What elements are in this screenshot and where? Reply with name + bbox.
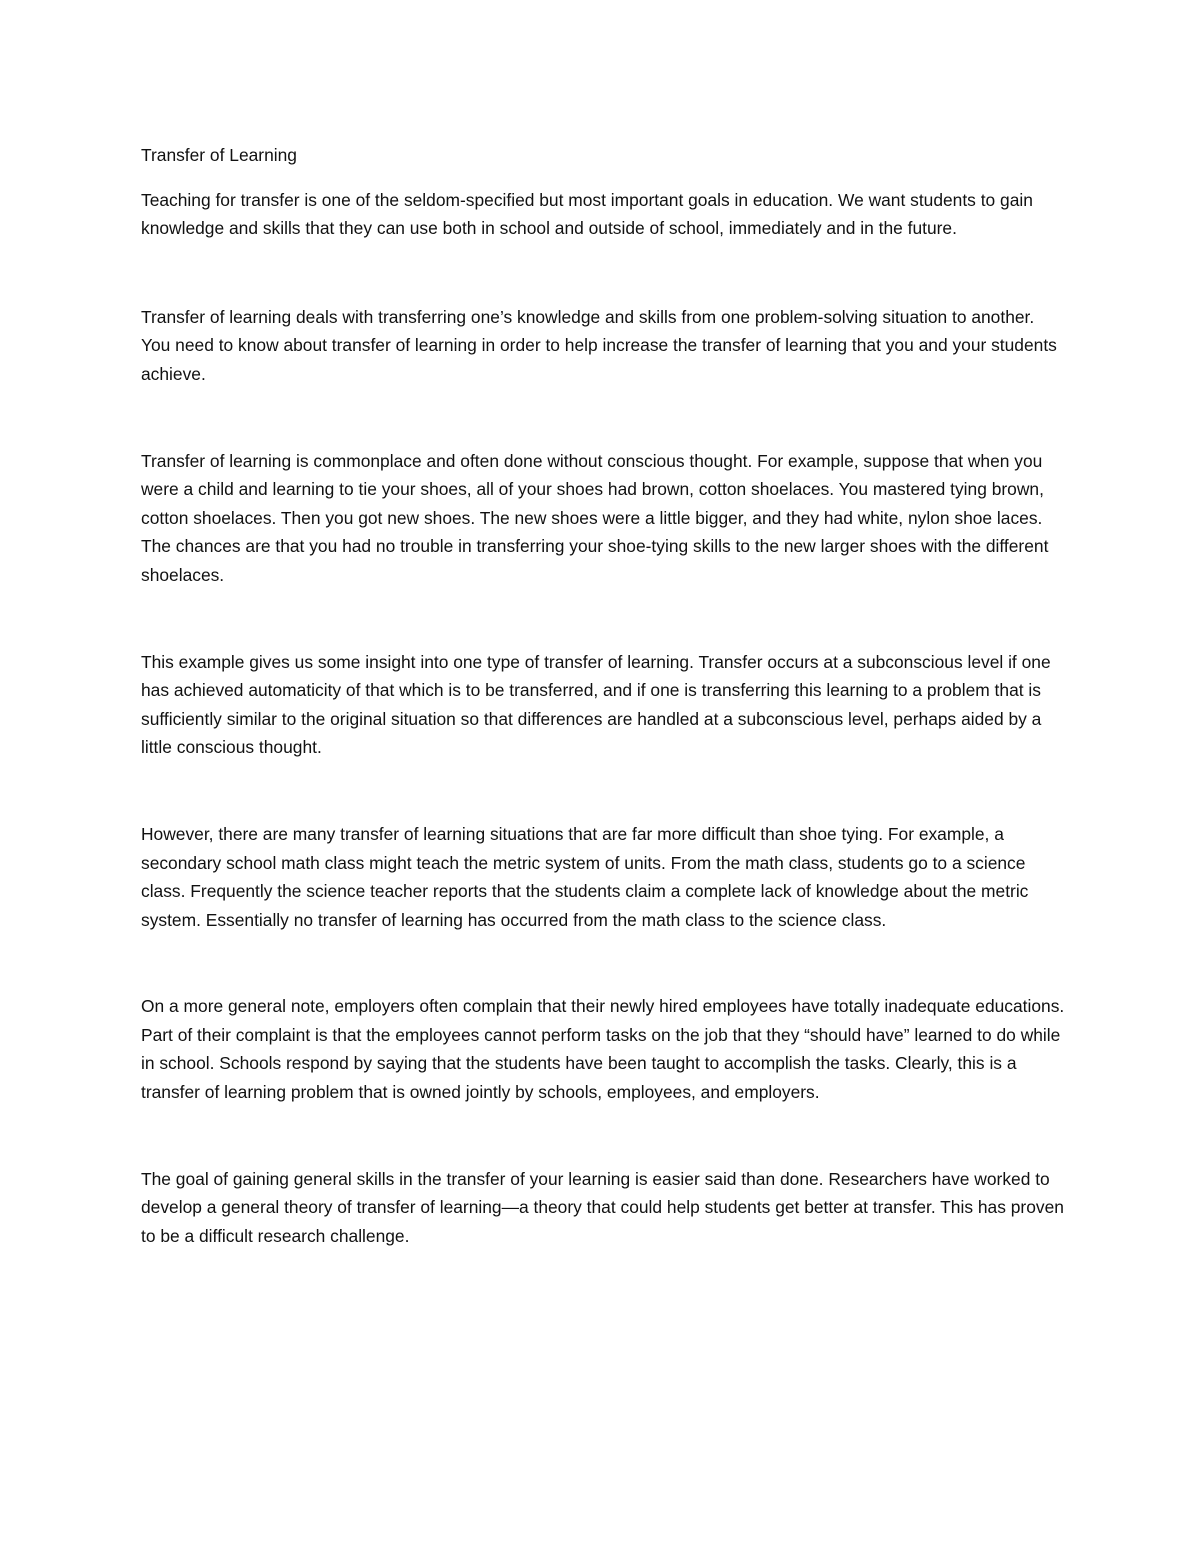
paragraph-2: Transfer of learning deals with transferring one’s knowledge and skills from one problem-solving situation to another. You need to know about transfer of learning in order to help increase the transfer of learning that you and your students achieve. [141, 306, 1057, 384]
document-body [141, 141, 1066, 1308]
paragraph-1: Teaching for transfer is one of the seldom-specified but most important goals in education. We want students to gain knowledge and skills that they can use both in school and outside of school, immediately and in the future. [141, 189, 1033, 239]
paragraph-7: The goal of gaining general skills in the transfer of your learning is easier said than done. Researchers have worked to develop a general theory of transfer of learning—a theory that could help students get better at transfer. This has proven to be a difficult research challenge. [141, 1168, 1064, 1246]
paragraph-3: Transfer of learning is commonplace and often done without conscious thought. For example, suppose that when you were a child and learning to tie your shoes, all of your shoes had brown, cotton shoelaces. You mastered tying brown, cotton shoelaces. Then you got new shoes. The new shoes were a little bigger, and they had white, nylon shoe laces. The chances are that you had no trouble in transferring your shoe-tying skills to the new larger shoes with the different shoelaces. [141, 450, 1049, 585]
paragraph-6: On a more general note, employers often complain that their newly hired employees have totally inadequate educations. Part of their complaint is that the employees cannot perform tasks on the job that they “should have” learned to do while in school. Schools respond by saying that the students have been taught to accomplish the tasks. Clearly, this is a transfer of learning problem that is owned jointly by schools, employees, and employers. [141, 996, 1065, 1103]
document-title: Transfer of Learning [141, 145, 297, 165]
paragraph-5: However, there are many transfer of learning situations that are far more difficult than shoe tying. For example, a secondary school math class might teach the metric system of units. From the math class, students go to a science class. Frequently the science teacher reports that the students claim a complete lack of knowledge about the metric system. Essentially no transfer of learning has occurred from the math class to the science class. [141, 823, 1029, 930]
paragraph-4: This example gives us some insight into one type of transfer of learning. Transfer occurs at a subconscious level if one has achieved automaticity of that which is to be transferred, and if one is transferring this learning to a problem that is sufficiently similar to the original situation so that differences are handled at a subconscious level, perhaps aided by a little conscious thought. [141, 651, 1051, 758]
